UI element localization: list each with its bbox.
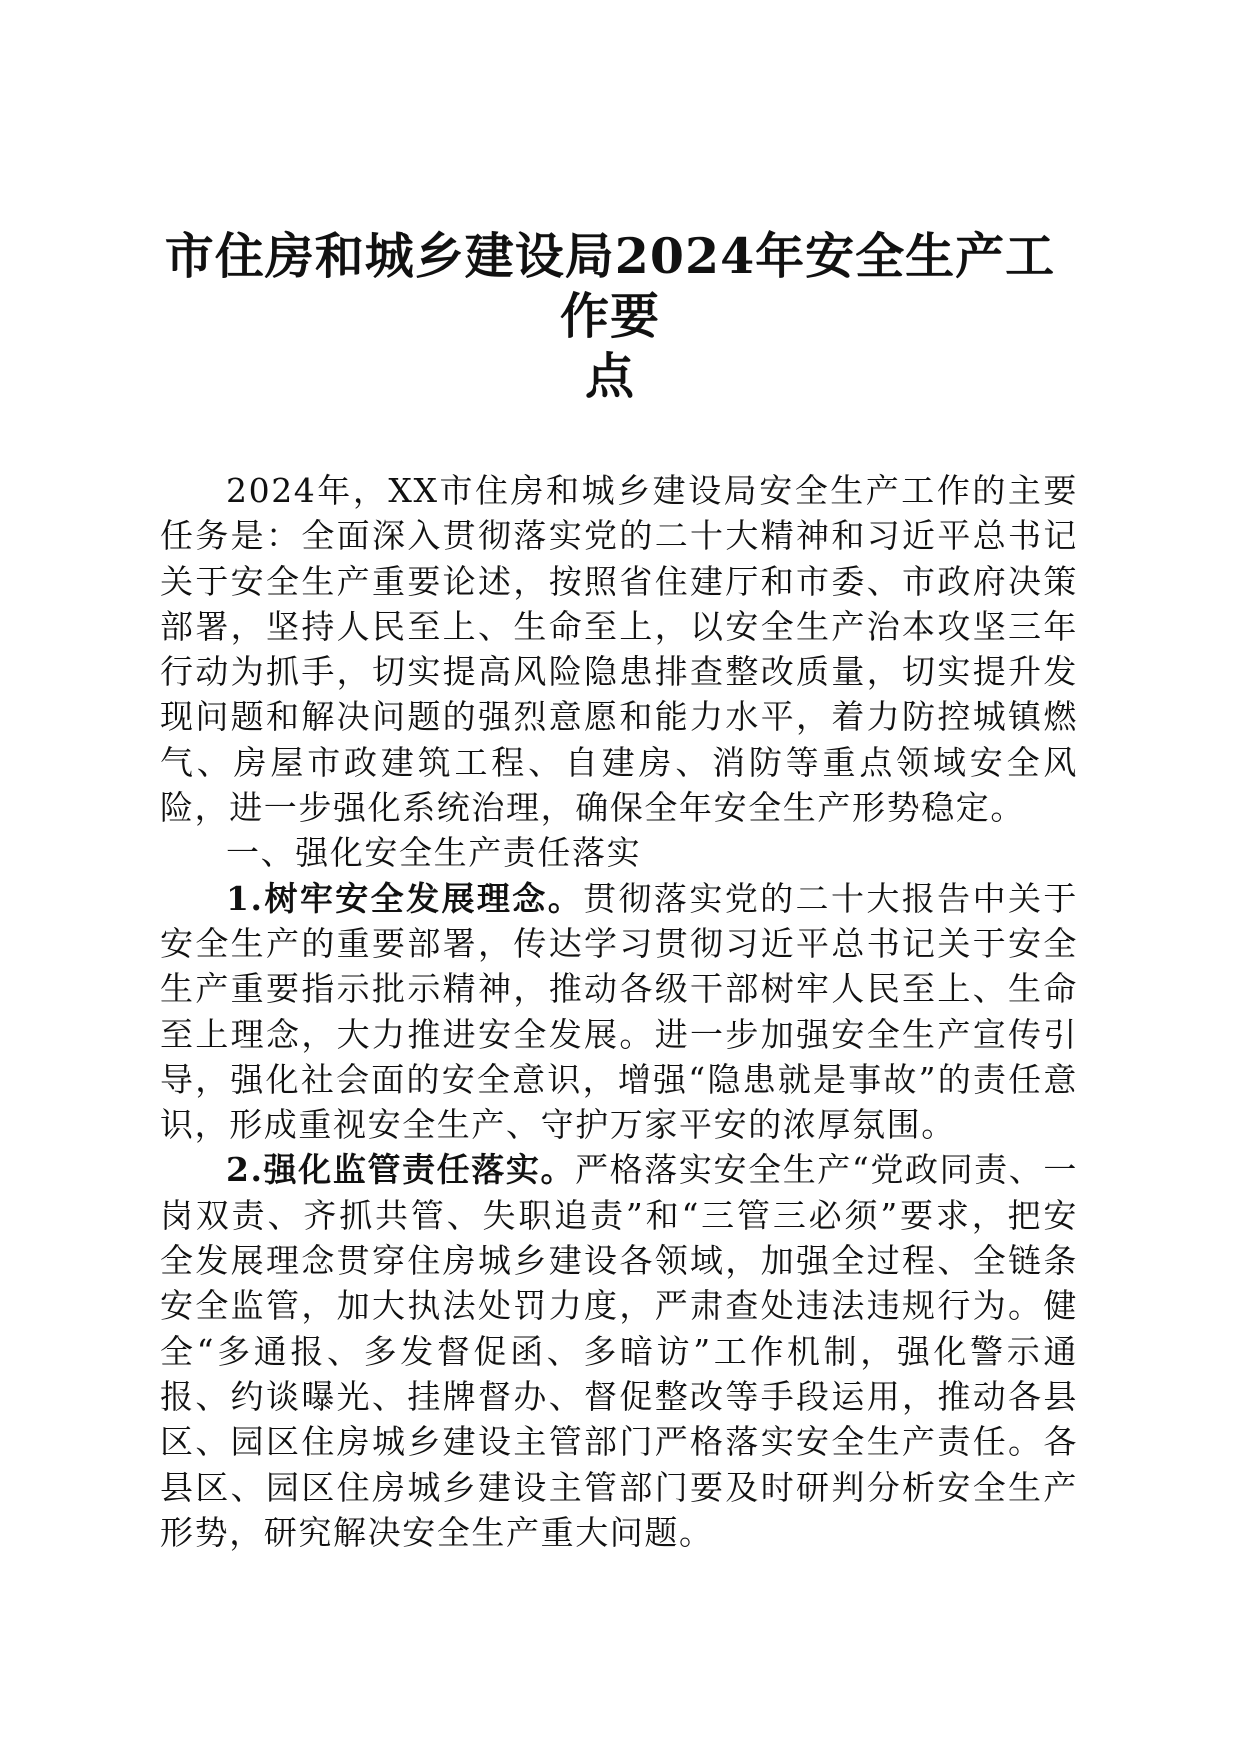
document-body [160, 468, 1078, 1555]
item-lead-2: 2.强化监管责任落实。 [226, 1150, 576, 1190]
item-text-2: 严格落实安全生产“党政同责、一岗双责、齐抓共管、失职追责”和“三管三必须”要求，把安全发展理念贯穿住房城乡建设各领域，加强全过程、全链条安全监管，加大执法处罚力度，严肃查处违法违规行为。健全“多通报、多发督促函、多暗访”工作机制，强化警示通报、约谈曝光、挂牌督办、督促整改等手段运用，推动各县区、园区住房城乡建设主管部门严格落实安全生产责任。各县区、园区住房城乡建设主管部门要及时研判分析安全生产形势，研究解决安全生产重大问题。 [160, 1150, 1078, 1552]
document-title-line2: 点 [584, 347, 635, 405]
item-paragraph-1 [160, 876, 1078, 1148]
section-heading: 一、强化安全生产责任落实 [226, 833, 642, 873]
document-title-line1: 市住房和城乡建设局2024年安全生产工作要 [164, 227, 1056, 345]
item-text-1: 贯彻落实党的二十大报告中关于安全生产的重要部署，传达学习贯彻习近平总书记关于安全生产重要指示批示精神，推动各级干部树牢人民至上、生命至上理念，大力推进安全发展。进一步加强安全生产宣传引导，强化社会面的安全意识，增强“隐患就是事故”的责任意识，形成重视安全生产、守护万家平安的浓厚氛围。 [160, 878, 1078, 1145]
item-paragraph-2 [160, 1147, 1078, 1555]
intro-paragraph: 2024年，XX市住房和城乡建设局安全生产工作的主要任务是：全面深入贯彻落实党的二十大精神和习近平总书记关于安全生产重要论述，按照省住建厅和市委、市政府决策部署，坚持人民至上、生命至上，以安全生产治本攻坚三年行动为抓手，切实提高风险隐患排查整改质量，切实提升发现问题和解决问题的强烈意愿和能力水平，着力防控城镇燃气、房屋市政建筑工程、自建房、消防等重点领域安全风险，进一步强化系统治理，确保全年安全生产形势稳定。 [160, 471, 1078, 828]
item-lead-1: 1.树牢安全发展理念。 [226, 878, 584, 918]
